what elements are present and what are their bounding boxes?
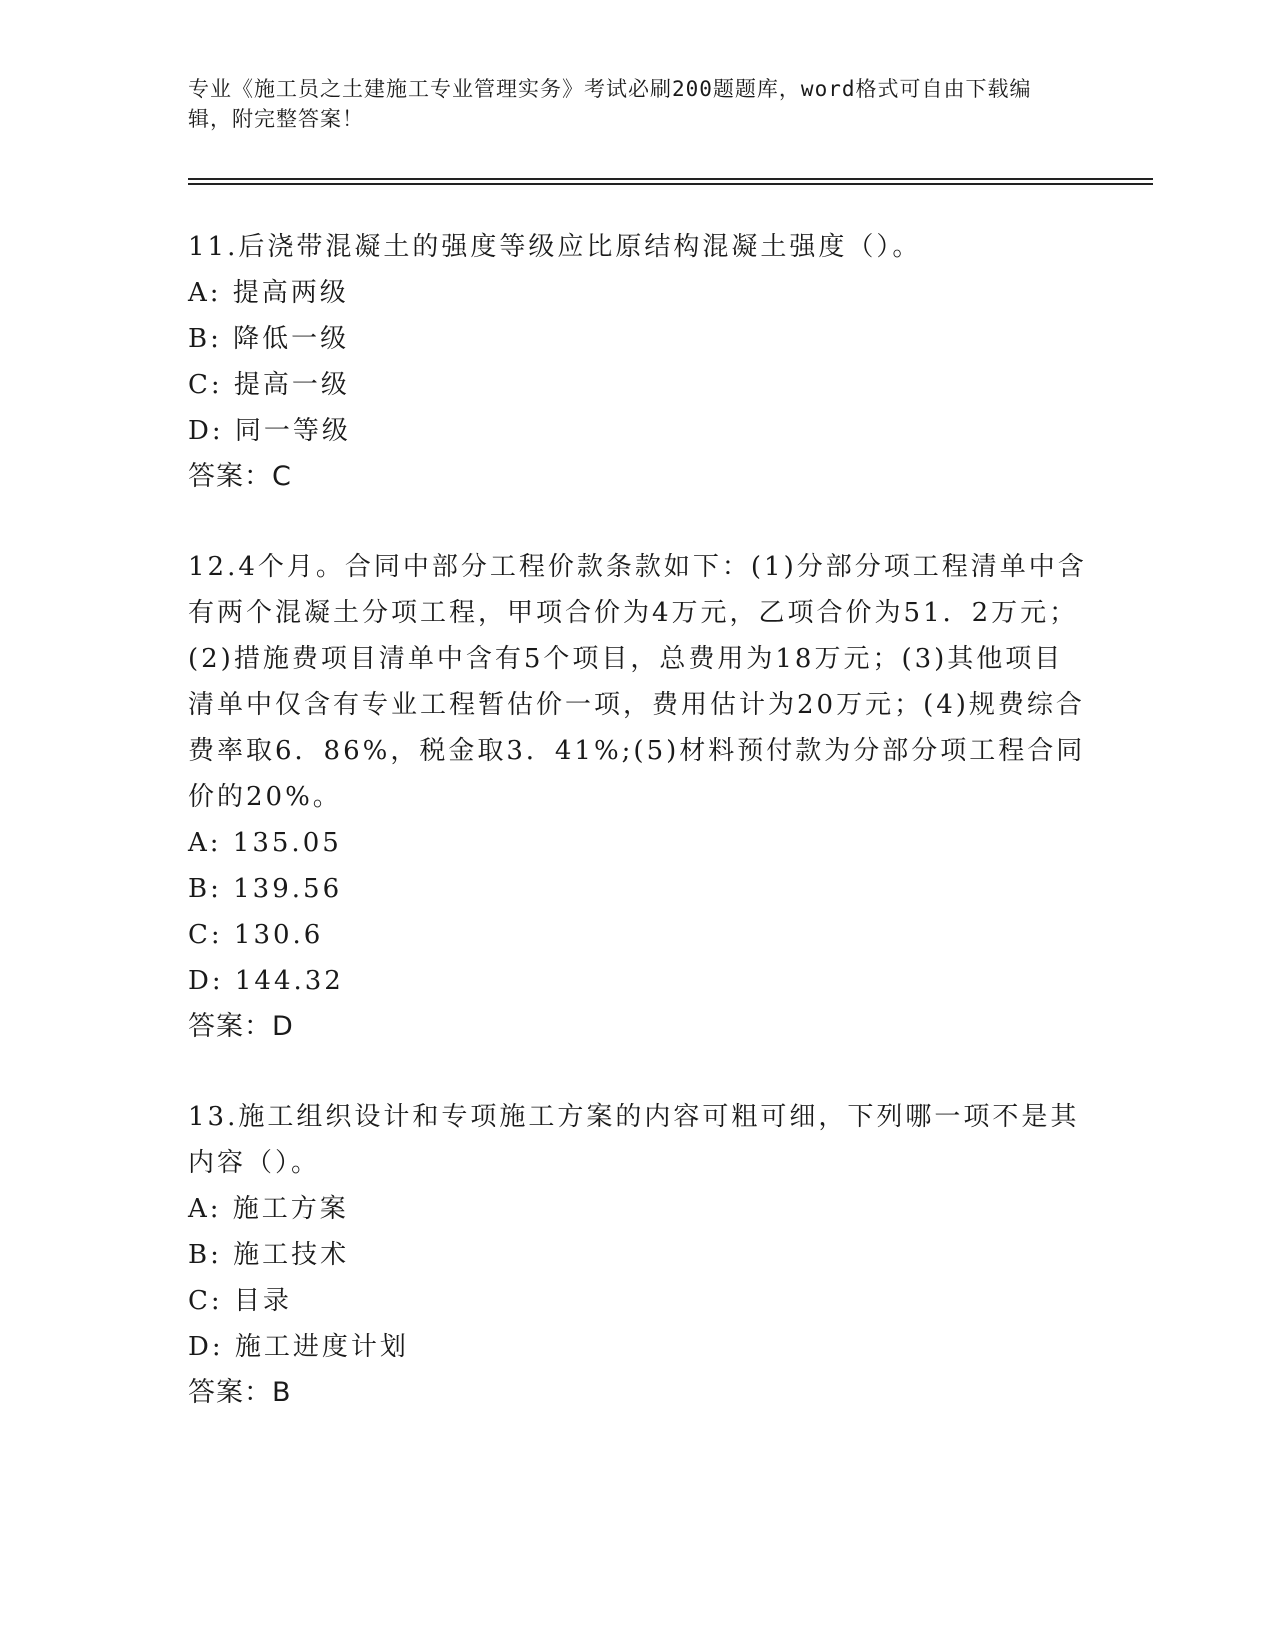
- question-list: [188, 224, 1088, 1460]
- option-a: A: 提高两级: [188, 278, 349, 308]
- question-stem: 12.4个月。合同中部分工程价款条款如下：(1)分部分项工程清单中含有两个混凝土分项工程，甲项合价为4万元，乙项合价为51．2万元；(2)措施费项目清单中含有5个项目，总费用为18万元；(3)其他项目清单中仅含有专业工程暂估价一项，费用估计为20万元；(4)规费综合费率取6．86%，税金取3．41%;(5)材料预付款为分部分项工程合同价的20%。: [188, 552, 1087, 812]
- option-c: C: 130.6: [188, 920, 324, 950]
- option-b: B: 降低一级: [188, 324, 350, 354]
- question-12: [188, 544, 1088, 1050]
- answer-line: 答案：B: [188, 1377, 292, 1408]
- option-a: A: 135.05: [188, 828, 342, 858]
- question-stem: 13.施工组织设计和专项施工方案的内容可粗可细，下列哪一项不是其内容（）。: [188, 1102, 1080, 1178]
- option-d: D: 144.32: [188, 966, 344, 996]
- document-header: 专业《施工员之土建施工专业管理实务》考试必刷200题题库，word格式可自由下载编辑，附完整答案！: [188, 77, 1032, 131]
- answer-line: 答案：D: [188, 1011, 294, 1042]
- question-13: [188, 1094, 1088, 1416]
- option-b: B: 施工技术: [188, 1240, 350, 1270]
- option-c: C: 提高一级: [188, 370, 350, 400]
- option-d: D: 同一等级: [188, 416, 351, 446]
- question-stem: 11.后浇带混凝土的强度等级应比原结构混凝土强度（）。: [188, 232, 922, 262]
- header-rule-bottom: [188, 183, 1153, 185]
- answer-line: 答案：C: [188, 461, 292, 492]
- header-rule-top: [188, 178, 1153, 180]
- option-b: B: 139.56: [188, 874, 343, 904]
- question-11: [188, 224, 1088, 500]
- option-c: C: 目录: [188, 1286, 292, 1316]
- option-d: D: 施工进度计划: [188, 1332, 409, 1362]
- option-a: A: 施工方案: [188, 1194, 349, 1224]
